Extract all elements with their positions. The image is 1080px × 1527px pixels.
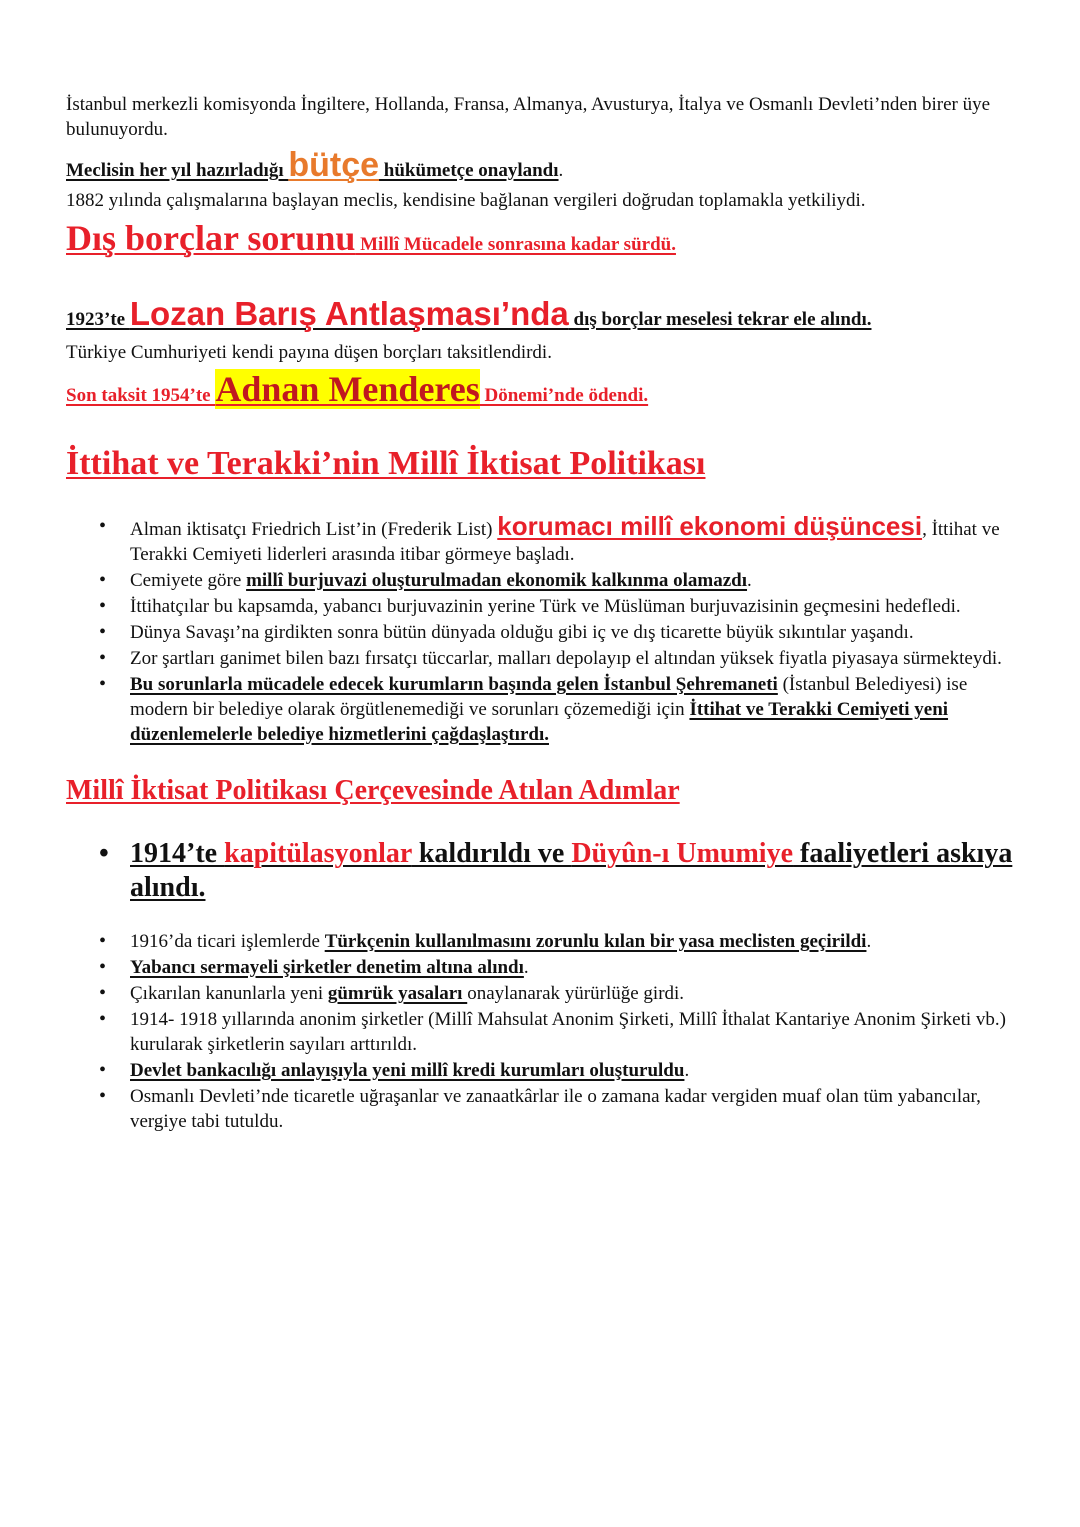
list-item: [130, 1058, 1014, 1083]
list-item: [130, 568, 1014, 593]
list-item: [130, 511, 1014, 567]
list-item: • İttihatçılar bu kapsamda, yabancı burjuvazinin yerine Türk ve Müslüman burjuvazisinin geçmesini hedefledi.: [130, 594, 1014, 619]
budget-post: hükümetçe onaylandı: [379, 160, 559, 181]
list-item-keyword: Düyûn-ı Umumiye: [571, 838, 794, 869]
lozan-paragraph: [66, 294, 1014, 340]
dis-borclar-post: Millî Mücadele sonrasına kadar sürdü.: [355, 234, 676, 255]
list-item-emphasis: İttihat ve Terakki Cemiyeti yeni düzenlemelerle belediye hizmetlerini çağdaşlaştırdı.: [130, 699, 949, 745]
bullet-list-ittihat: [66, 511, 1014, 747]
list-item: • 1914- 1918 yıllarında anonim şirketler (Millî Mahsulat Anonim Şirketi, Millî İthalat Kantariye Anonim Şirketi vb.) kurularak şirketlerin sayıları arttırıldı.: [130, 1007, 1014, 1057]
list-item: [130, 955, 1014, 980]
list-item-text: faaliyetleri askıya alındı.: [130, 838, 1013, 903]
budget-end: .: [558, 160, 564, 181]
list-item-emphasis: Türkçenin kullanılmasını zorunlu kılan bir yasa meclisten geçirildi: [324, 931, 867, 952]
list-item-emphasis: gümrük yasaları: [327, 983, 468, 1004]
list-item: [130, 929, 1014, 954]
list-item-keyword: korumacı millî ekonomi düşüncesi: [497, 511, 923, 541]
budget-paragraph: [66, 146, 1014, 186]
budget-keyword: bütçe: [288, 146, 380, 184]
budget-pre: Meclisin her yıl hazırladığı: [66, 160, 289, 181]
list-item-text: kaldırıldı ve: [411, 838, 572, 869]
turkiye-paragraph: Türkiye Cumhuriyeti kendi payına düşen borçları taksitlendirdi.: [66, 342, 552, 363]
list-item-keyword: kapitülasyonlar: [224, 838, 412, 869]
dis-borclar-paragraph: [66, 217, 1014, 266]
list-item-emphasis: Bu sorunlarla mücadele edecek kurumların başında gelen İstanbul Şehremaneti: [130, 674, 778, 695]
list-item-text: (İstanbul Belediyesi) ise modern bir belediye olarak örgütlenemediği ve sorunları çözemediği için: [130, 674, 968, 720]
section-title-ittihat: İttihat ve Terakki’nin Millî İktisat Politikası: [66, 445, 706, 482]
list-item-text: 1916’da ticari işlemlerde: [130, 931, 325, 952]
list-item: • Osmanlı Devleti’nde ticaretle uğraşanlar ve zanaatkârlar ile o zamana kadar vergiden muaf olan tüm yabancılar, vergiye tabi tutuldu.: [130, 1084, 1014, 1134]
list-item-text: 1914’te: [130, 838, 225, 869]
list-item-text: onaylanarak yürürlüğe girdi.: [467, 983, 685, 1004]
intro-paragraph: İstanbul merkezli komisyonda İngiltere, Hollanda, Fransa, Almanya, Avusturya, İtalya ve Osmanlı Devleti’nden birer üye bulunuyordu.: [66, 94, 991, 140]
dis-borclar-keyword: Dış borçlar sorunu: [66, 218, 356, 258]
list-item: [130, 981, 1014, 1006]
list-item-emphasis: millî burjuvazi oluşturulmadan ekonomik kalkınma olamazdı: [246, 570, 748, 591]
list-item-text: .: [523, 957, 529, 978]
son-taksit-paragraph: [66, 367, 1014, 418]
list-item: • Dünya Savaşı’na girdikten sonra bütün dünyada olduğu gibi iç ve dış ticarette büyük sıkıntılar yaşandı.: [130, 620, 1014, 645]
meclis-paragraph: 1882 yılında çalışmalarına başlayan meclis, kendisine bağlanan vergileri doğrudan toplamakla yetkiliydi.: [66, 190, 866, 211]
son-taksit-post: Dönemi’nde ödendi.: [479, 385, 649, 406]
lozan-pre: 1923’te: [66, 309, 130, 330]
list-item-text: Alman iktisatçı Friedrich List’in (Frederik List): [130, 519, 498, 540]
son-taksit-keyword: Adnan Menderes: [215, 369, 480, 409]
section-title-adimlar: Millî İktisat Politikası Çerçevesinde Atılan Adımlar: [66, 775, 680, 806]
list-item: [130, 672, 1014, 747]
lozan-post: dış borçlar meselesi tekrar ele alındı.: [568, 309, 872, 330]
son-taksit-pre: Son taksit 1954’te: [66, 385, 216, 406]
list-item-text: Cemiyete göre: [130, 570, 247, 591]
list-item-text: .: [866, 931, 872, 952]
list-item-emphasis: Yabancı sermayeli şirketler denetim altına alındı: [130, 957, 524, 978]
list-item-text: , İttihat ve Terakki Cemiyeti liderleri arasında itibar görmeye başladı.: [130, 519, 1000, 565]
list-item-emphasis: Devlet bankacılığı anlayışıyla yeni millî kredi kurumları oluşturuldu: [130, 1060, 685, 1081]
list-item: • Zor şartları ganimet bilen bazı fırsatçı tüccarlar, malları depolayıp el altından yüksek fiyatla piyasaya sürmekteydi.: [130, 646, 1014, 671]
list-item-text: .: [747, 570, 752, 591]
lozan-keyword: Lozan Barış Antlaşması’nda: [129, 295, 569, 332]
list-item-text: Çıkarılan kanunlarla yeni: [130, 983, 328, 1004]
bullet-list-adimlar: [66, 929, 1014, 1134]
list-item-text: .: [684, 1060, 690, 1081]
list-item: [130, 837, 1014, 905]
big-bullet-list: [66, 837, 1014, 905]
